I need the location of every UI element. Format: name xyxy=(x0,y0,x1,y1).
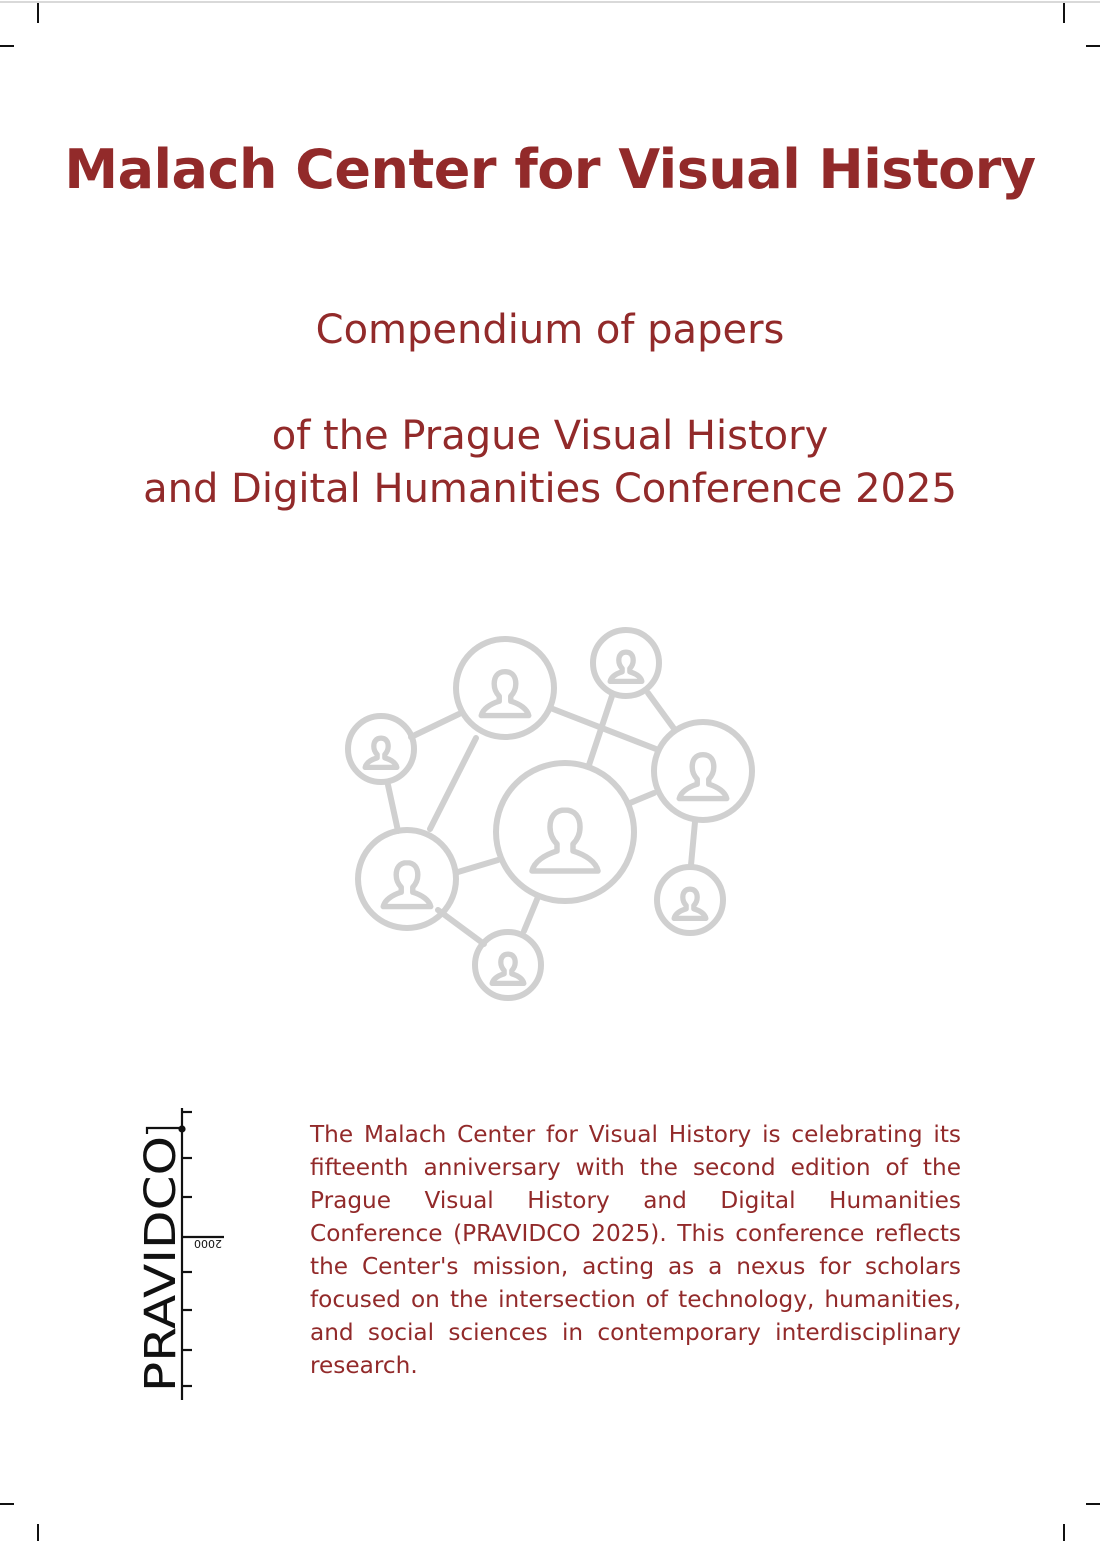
conference-description: The Malach Center for Visual History is celebrating its fifteenth anniversary with the second edition of the Prague Visual History and Digital Humanities Conference (PRAVIDCO 2025). This conference reflects the Center's mission, acting as a nexus for scholars focused on the intersection of technology, humanities, and social sciences in contemporary interdisciplinary research. xyxy=(310,1121,961,1379)
person-node-center xyxy=(496,763,634,901)
crop-mark-top-right-h xyxy=(1086,45,1100,47)
subtitle-compendium: Compendium of papers xyxy=(315,307,785,353)
crop-mark-bottom-left-v xyxy=(37,1524,39,1541)
person-node-left xyxy=(348,716,414,782)
crop-mark-top-left-v xyxy=(37,3,39,23)
logo-year-mark: 2000 xyxy=(194,1237,222,1250)
crop-mark-bottom-right-h xyxy=(1086,1503,1100,1505)
crop-mark-bottom-left-h xyxy=(0,1503,14,1505)
person-node-top-right xyxy=(593,630,659,696)
logo-wordmark: PRAVIDCO xyxy=(136,1172,186,1392)
person-node-lower-left xyxy=(358,830,456,928)
top-border-line xyxy=(0,1,1100,3)
crop-mark-top-left-h xyxy=(0,45,14,47)
person-node-top xyxy=(456,639,554,737)
logo-dot xyxy=(178,1125,185,1132)
page-title: Malach Center for Visual History xyxy=(64,138,1036,201)
crop-mark-top-right-v xyxy=(1063,3,1065,23)
subtitle-conference-line1: of the Prague Visual History xyxy=(271,413,829,459)
people-network-icon xyxy=(330,615,770,1015)
person-node-right xyxy=(654,722,752,820)
crop-mark-bottom-right-v xyxy=(1063,1524,1065,1541)
person-node-lower-right xyxy=(657,867,723,933)
subtitle-conference-line2: and Digital Humanities Conference 2025 xyxy=(143,466,957,512)
person-node-bottom xyxy=(475,932,541,998)
pravidco-logo xyxy=(128,1100,238,1410)
